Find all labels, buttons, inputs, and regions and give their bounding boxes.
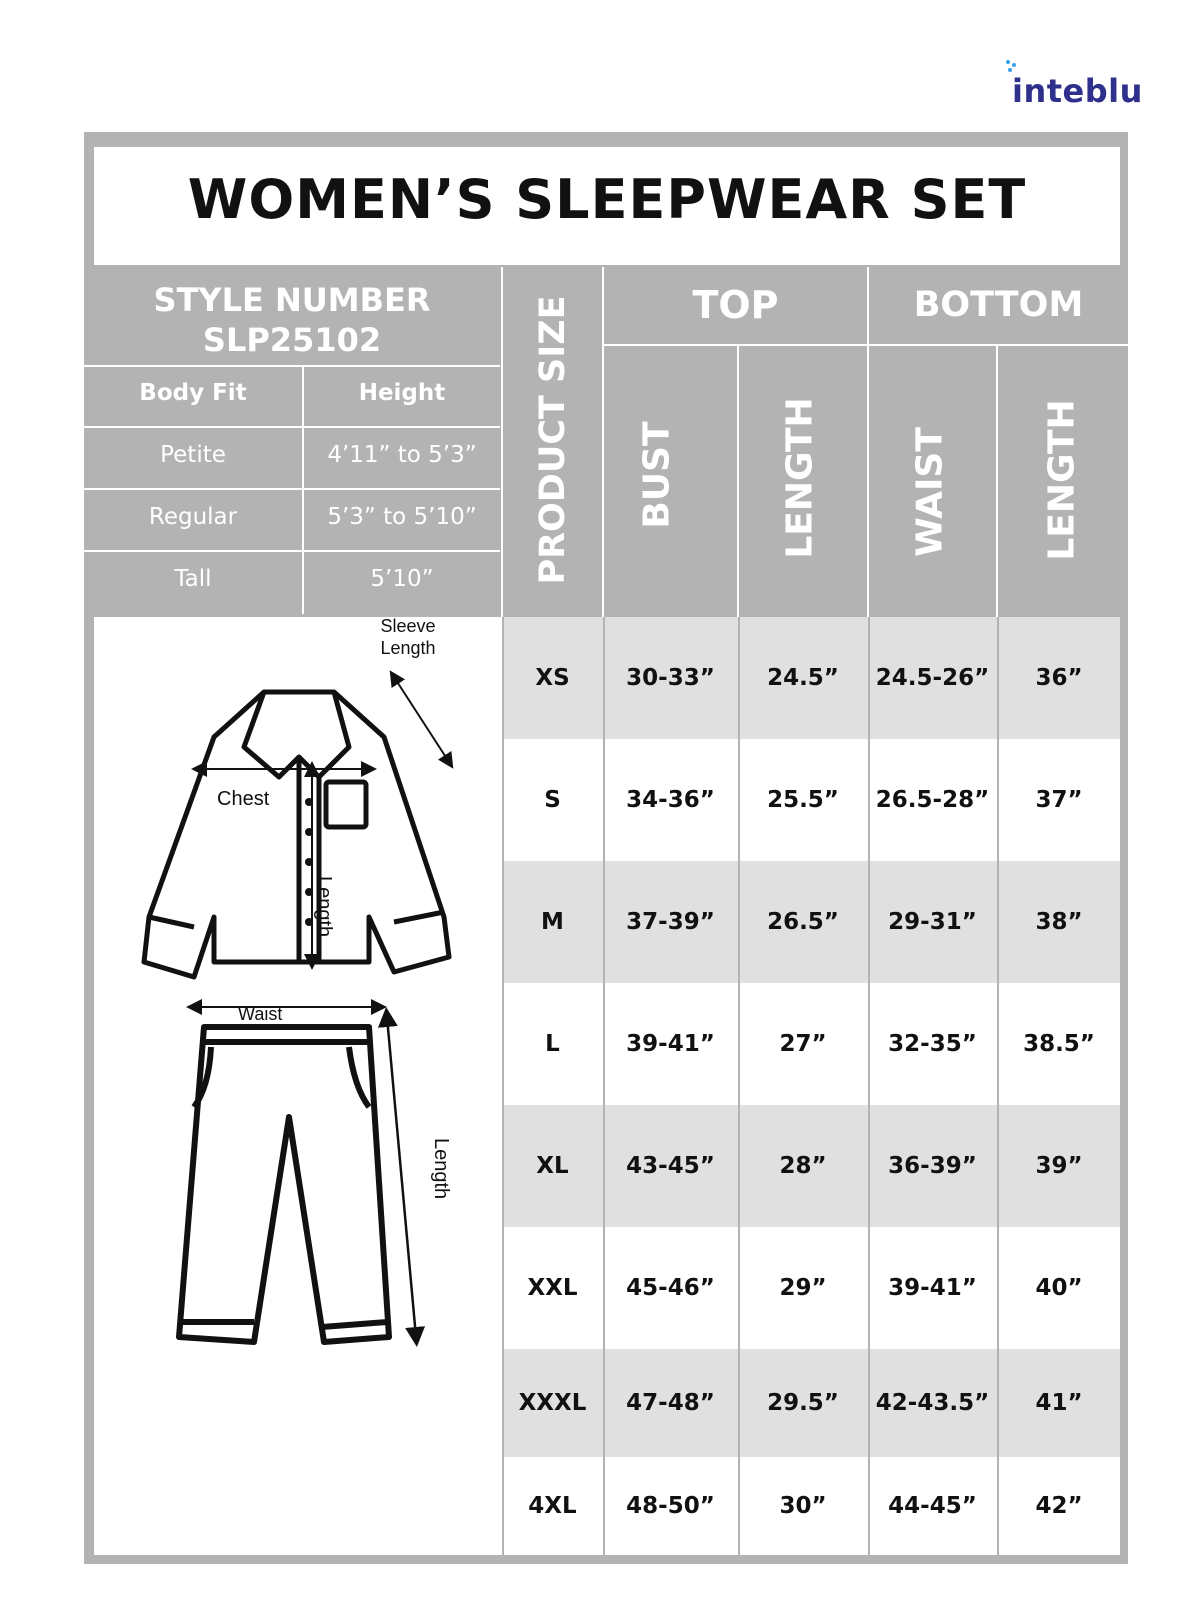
height-cell: 4’11” to 5’3”	[327, 442, 477, 468]
waist-cell: 32-35”	[888, 1031, 977, 1057]
waist-label: Waist	[238, 1004, 283, 1024]
pants-length-label: Length	[430, 1138, 452, 1200]
top-length-cell: 26.5”	[767, 909, 839, 935]
sleeve-arrow-icon	[394, 677, 449, 762]
size-row	[503, 983, 1120, 1105]
bottom-length-cell: 36”	[1035, 665, 1083, 691]
waist-cell: 36-39”	[888, 1153, 977, 1179]
size-cell: XL	[536, 1153, 569, 1179]
top-group-header: TOP	[692, 283, 779, 327]
size-cell: 4XL	[528, 1493, 577, 1519]
pants-length-arrow-icon	[387, 1017, 416, 1337]
bust-cell: 39-41”	[626, 1031, 715, 1057]
shirt-icon	[144, 692, 449, 977]
height-cell: 5’10”	[370, 566, 434, 592]
top-length-cell: 27”	[779, 1031, 827, 1057]
size-cell: M	[541, 909, 564, 935]
height-cell: 5’3” to 5’10”	[327, 504, 477, 530]
size-row	[503, 617, 1120, 739]
bust-cell: 37-39”	[626, 909, 715, 935]
size-cell: S	[544, 787, 561, 813]
size-row	[503, 1227, 1120, 1349]
waist-header: WAIST	[909, 427, 951, 557]
size-row	[503, 861, 1120, 983]
body-fit-cell: Petite	[160, 442, 226, 468]
top-length-cell: 29.5”	[767, 1390, 839, 1416]
bust-header: BUST	[636, 421, 678, 529]
divider	[84, 365, 500, 367]
waist-cell: 39-41”	[888, 1275, 977, 1301]
page-title: WOMEN’S SLEEPWEAR SET	[187, 168, 1027, 231]
size-row	[503, 1349, 1120, 1457]
waist-cell: 29-31”	[888, 909, 977, 935]
top-length-cell: 24.5”	[767, 665, 839, 691]
bottom-length-cell: 42”	[1035, 1493, 1083, 1519]
bust-cell: 45-46”	[626, 1275, 715, 1301]
style-number-value: SLP25102	[202, 321, 382, 359]
size-cell: XXXL	[518, 1390, 587, 1416]
size-cell: L	[545, 1031, 560, 1057]
body-fit-cell: Tall	[174, 566, 212, 592]
sleeve-label-line2: Length	[380, 638, 436, 658]
bottom-length-cell: 38”	[1035, 909, 1083, 935]
divider	[997, 617, 999, 1555]
garment-diagram	[94, 617, 503, 1555]
waist-cell: 42-43.5”	[875, 1390, 990, 1416]
bottom-length-cell: 37”	[1035, 787, 1083, 813]
size-row	[503, 1457, 1120, 1555]
product-size-header: PRODUCT SIZE	[533, 295, 573, 585]
bust-cell: 48-50”	[626, 1493, 715, 1519]
top-length-header: LENGTH	[779, 397, 821, 559]
pants-icon	[179, 1027, 389, 1342]
body-fit-header: Body Fit	[139, 380, 247, 406]
divider	[868, 617, 870, 1555]
top-length-cell: 29”	[779, 1275, 827, 1301]
bottom-length-cell: 40”	[1035, 1275, 1083, 1301]
waist-cell: 44-45”	[888, 1493, 977, 1519]
divider	[84, 426, 500, 428]
shirt-length-label: Length	[313, 876, 335, 938]
style-number-label: STYLE NUMBER	[153, 281, 431, 319]
body-fit-cell: Regular	[148, 504, 238, 530]
waist-cell: 24.5-26”	[875, 665, 990, 691]
bust-cell: 43-45”	[626, 1153, 715, 1179]
divider	[604, 344, 1128, 346]
size-row	[503, 739, 1120, 861]
style-number-block	[84, 280, 500, 360]
bottom-length-cell: 39”	[1035, 1153, 1083, 1179]
chest-label: Chest	[217, 788, 270, 810]
size-row	[503, 1105, 1120, 1227]
top-length-cell: 30”	[779, 1493, 827, 1519]
garment-illustration	[94, 617, 503, 1555]
bottom-length-cell: 38.5”	[1023, 1031, 1095, 1057]
divider	[502, 617, 504, 1555]
sleeve-length-label	[368, 615, 448, 659]
size-cell: XXL	[527, 1275, 578, 1301]
bust-cell: 30-33”	[626, 665, 715, 691]
waist-cell: 26.5-28”	[875, 787, 990, 813]
divider	[84, 550, 500, 552]
top-length-cell: 25.5”	[767, 787, 839, 813]
height-header: Height	[358, 380, 446, 406]
divider	[84, 488, 500, 490]
bottom-group-header: BOTTOM	[913, 285, 1084, 325]
bust-cell: 34-36”	[626, 787, 715, 813]
divider	[603, 617, 605, 1555]
size-cell: XS	[535, 665, 570, 691]
bottom-length-cell: 41”	[1035, 1390, 1083, 1416]
brand-logo: inteblu	[1012, 72, 1143, 110]
sleeve-label-line1: Sleeve	[380, 616, 436, 636]
bust-cell: 47-48”	[626, 1390, 715, 1416]
bottom-length-header: LENGTH	[1041, 399, 1083, 561]
top-length-cell: 28”	[779, 1153, 827, 1179]
divider	[738, 617, 740, 1555]
